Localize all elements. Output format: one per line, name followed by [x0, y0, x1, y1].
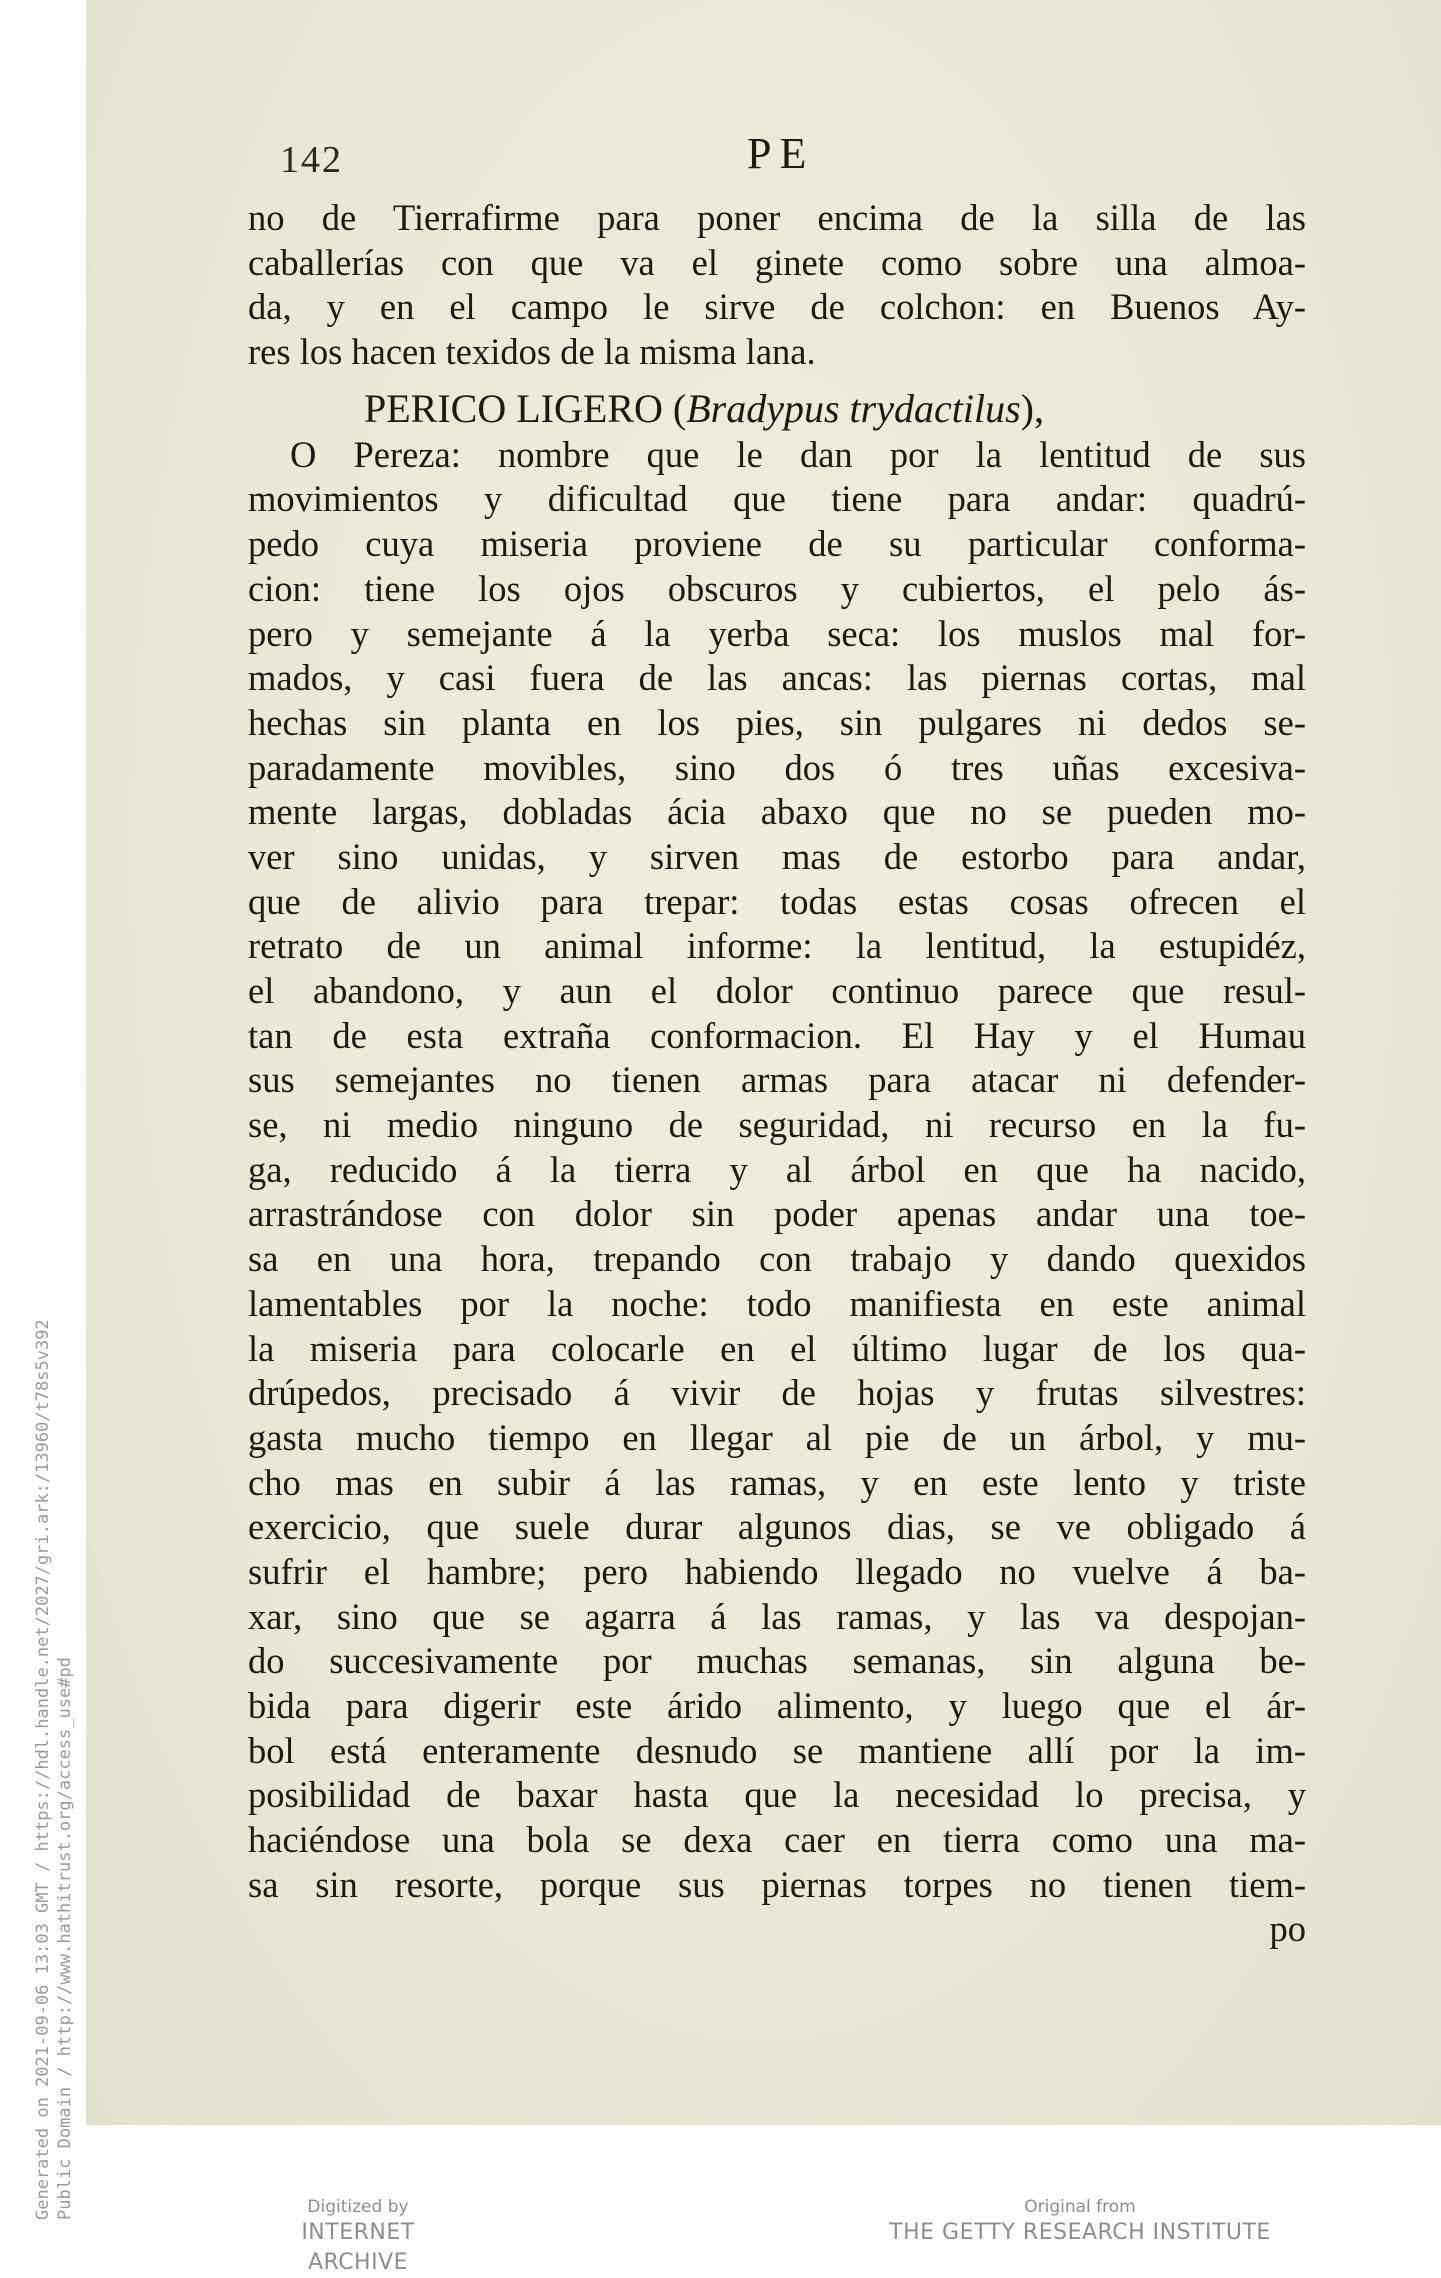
text-line: que de alivio para trepar: todas estas cosas ofrecen el: [248, 880, 1306, 922]
page-number: 142: [280, 139, 343, 181]
paragraph-continuation: [248, 196, 1306, 375]
generation-watermark: [32, 1319, 76, 2220]
text-line: arrastrándose con dolor sin poder apenas andar una toe-: [248, 1193, 1306, 1235]
watermark-line: Public Domain / http://www.hathitrust.org/access_use#pd: [55, 1657, 75, 2220]
text-line: da, y en el campo le sirve de colchon: en Buenos Ay-: [248, 286, 1306, 328]
text-line: ga, reducido á la tierra y al árbol en que ha nacido,: [248, 1148, 1306, 1190]
text-line: pero y semejante á la yerba seca: los muslos mal for-: [248, 612, 1306, 654]
entry-heading: [248, 385, 1306, 433]
text-line: tan de esta extraña conformacion. El Hay y el Humau: [248, 1014, 1306, 1056]
text-line: lamentables por la noche: todo manifiesta en este animal: [248, 1282, 1306, 1324]
body-text: [248, 196, 1306, 1952]
running-head: PE: [747, 129, 815, 178]
page-header: [252, 128, 1302, 188]
entry-paragraph: [248, 433, 1306, 1952]
text-line: mente largas, dobladas ácia abaxo que no se pueden mo-: [248, 791, 1306, 833]
text-line: sa en una hora, trepando con trabajo y dando quexidos: [248, 1238, 1306, 1280]
text-line: gasta mucho tiempo en llegar al pie de un árbol, y mu-: [248, 1416, 1306, 1458]
original-from-credit: [885, 2196, 1275, 2248]
text-line: sus semejantes no tienen armas para atacar ni defender-: [248, 1059, 1306, 1101]
text-line: do succesivamente por muchas semanas, sin alguna be-: [248, 1640, 1306, 1682]
text-line: bol está enteramente desnudo se mantiene allí por la im-: [248, 1729, 1306, 1771]
text-line: pedo cuya miseria proviene de su particular conforma-: [248, 523, 1306, 565]
credit-source: INTERNET ARCHIVE: [301, 2220, 415, 2275]
text-line: paradamente movibles, sino dos ó tres uñas excesiva-: [248, 746, 1306, 788]
text-line: la miseria para colocarle en el último lugar de los qua-: [248, 1327, 1306, 1369]
text-line: posibilidad de baxar hasta que la necesidad lo precisa, y: [248, 1774, 1306, 1816]
catchword: po: [1269, 1908, 1306, 1950]
text-line: xar, sino que se agarra á las ramas, y las va despojan-: [248, 1595, 1306, 1637]
text-line: bida para digerir este árido alimento, y luego que el ár-: [248, 1685, 1306, 1726]
text-line: ver sino unidas, y sirven mas de estorbo para andar,: [248, 835, 1306, 877]
text-line: drúpedos, precisado á vivir de hojas y frutas silvestres:: [248, 1372, 1306, 1414]
text-line: el abandono, y aun el dolor continuo parece que resul-: [248, 970, 1306, 1011]
text-line: res los hacen texidos de la misma lana.: [248, 331, 816, 373]
text-line: O Pereza: nombre que le dan por la lentitud de sus: [290, 433, 1306, 475]
text-line: caballerías con que va el ginete como sobre una almoa-: [248, 241, 1306, 283]
text-line: movimientos y dificultad que tiene para andar: quadrú-: [248, 478, 1306, 520]
entry-heading-term: PERICO LIGERO (: [364, 385, 687, 431]
entry-heading-end: ),: [1020, 385, 1044, 431]
entry-heading-latin: Bradypus trydactilus: [686, 385, 1021, 431]
text-line: se, ni medio ninguno de seguridad, ni recurso en la fu-: [248, 1104, 1306, 1146]
text-line: retrato de un animal informe: la lentitud, la estupidéz,: [248, 925, 1306, 967]
text-line: sa sin resorte, porque sus piernas torpes no tienen tiem-: [248, 1863, 1306, 1905]
text-line: haciéndose una bola se dexa caer en tierra como una ma-: [248, 1819, 1306, 1861]
text-line: no de Tierrafirme para poner encima de la silla de las: [248, 197, 1306, 238]
credit-source: THE GETTY RESEARCH INSTITUTE: [889, 2220, 1271, 2245]
text-line: mados, y casi fuera de las ancas: las piernas cortas, mal: [248, 657, 1306, 699]
text-line: cho mas en subir á las ramas, y en este lento y triste: [248, 1461, 1306, 1503]
credit-caption: Digitized by: [307, 2197, 409, 2217]
watermark-line: Generated on 2021-09-06 13:03 GMT / https://hdl.handle.net/2027/gri.ark:/13960/t78s5v392: [33, 1319, 53, 2220]
text-line: hechas sin planta en los pies, sin pulgares ni dedos se-: [248, 701, 1306, 743]
credit-caption: Original from: [1024, 2197, 1136, 2217]
digitized-by-credit: [248, 2196, 468, 2278]
text-line: exercicio, que suele durar algunos dias, se ve obligado á: [248, 1506, 1306, 1548]
text-line: sufrir el hambre; pero habiendo llegado no vuelve á ba-: [248, 1550, 1306, 1592]
text-line: cion: tiene los ojos obscuros y cubiertos, el pelo ás-: [248, 567, 1306, 609]
